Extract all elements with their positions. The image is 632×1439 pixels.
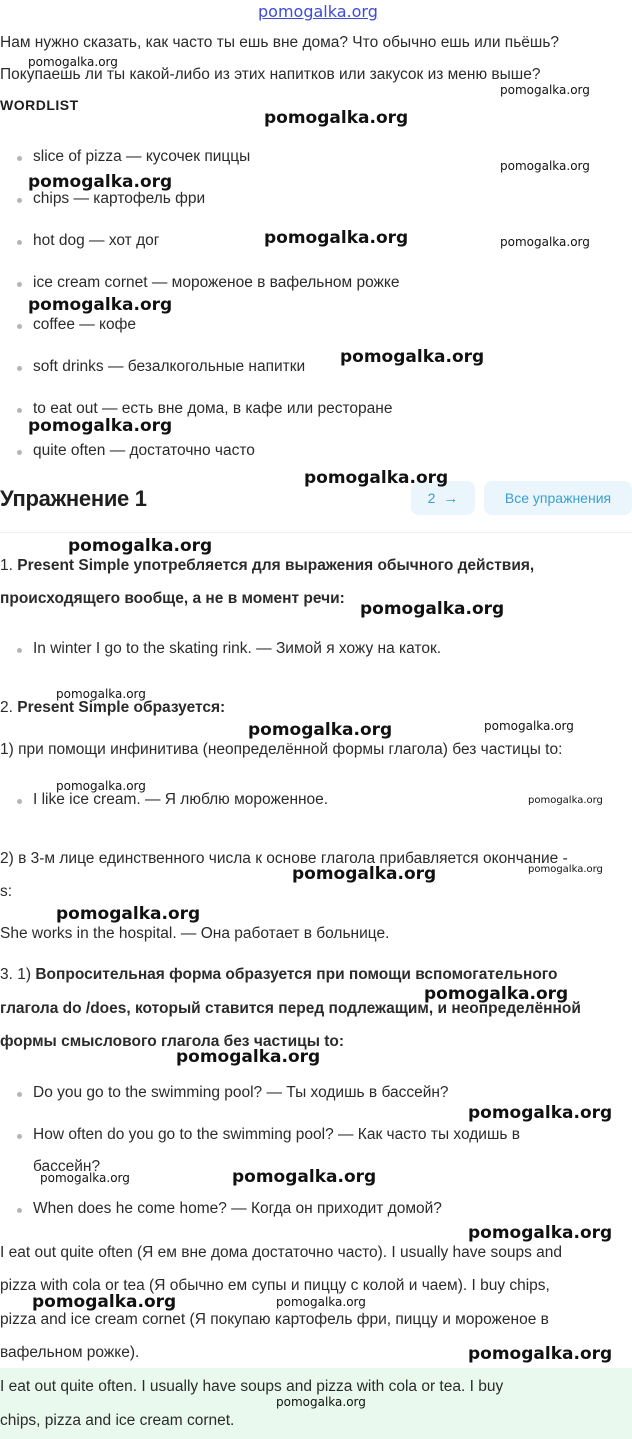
intro-line-2: Покупаешь ли ты какой-либо из этих напитков или закусок из меню выше? — [0, 66, 541, 83]
bullet-icon — [17, 156, 22, 161]
watermark: pomogalka.org — [28, 55, 118, 69]
list-item: slice of pizza — кусочек пиццы — [33, 148, 251, 165]
list-item: to eat out — есть вне дома, в кафе или ресторане — [33, 400, 393, 417]
all-exercises-label: Все упражнения — [504, 490, 612, 506]
bullet-icon — [17, 799, 22, 804]
watermark: pomogalka.org — [500, 83, 590, 97]
exercise-title: Упражнение 1 — [0, 486, 147, 511]
bullet-icon — [17, 450, 22, 455]
bullet-icon — [17, 408, 22, 413]
watermark: pomogalka.org — [176, 1047, 321, 1067]
example-2: I like ice cream. — Я люблю мороженное. — [33, 791, 329, 808]
watermark: pomogalka.org — [468, 1103, 613, 1123]
bullet-icon — [17, 324, 22, 329]
watermark: pomogalka.org — [528, 795, 603, 806]
watermark: pomogalka.org — [340, 347, 485, 367]
watermark: pomogalka.org — [468, 1344, 613, 1364]
bullet-icon — [17, 240, 22, 245]
grammar-p3-bold: Вопросительная форма образуется при помощи вспомогательного — [35, 966, 558, 983]
grammar-p1-bold: Present Simple употребляется для выражения обычного действия, — [17, 557, 535, 574]
intro-line-1: Нам нужно сказать, как часто ты ешь вне дома? Что обычно ешь или пьёшь? — [0, 34, 560, 51]
watermark: pomogalka.org — [264, 108, 409, 128]
example-1: In winter I go to the skating rink. — Зимой я хожу на каток. — [33, 640, 442, 657]
divider — [0, 532, 632, 533]
bullet-icon — [17, 198, 22, 203]
grammar-p3-number: 3. 1) — [0, 966, 36, 983]
grammar-p1-line-2: происходящего вообще, а не в момент речи: — [0, 590, 345, 607]
watermark: pomogalka.org — [276, 1395, 366, 1409]
watermark: pomogalka.org — [28, 172, 173, 192]
bullet-icon — [17, 648, 22, 653]
watermark: pomogalka.org — [248, 720, 393, 740]
example-6: When does he come home? — Когда он приходит домой? — [33, 1200, 442, 1217]
watermark: pomogalka.org — [360, 599, 505, 619]
solution-line-3: pizza and ice cream cornet (Я покупаю картофель фри, пиццу и мороженое в — [0, 1311, 549, 1328]
list-item: hot dog — хот дог — [33, 232, 160, 249]
watermark: pomogalka.org — [232, 1167, 377, 1187]
watermark: pomogalka.org — [468, 1223, 613, 1243]
grammar-p2-number: 2. — [0, 699, 18, 716]
grammar-p3-line-3: формы смыслового глагола без частицы to: — [0, 1033, 345, 1050]
watermark: pomogalka.org — [264, 228, 409, 248]
bullet-icon — [17, 1208, 22, 1213]
list-item: soft drinks — безалкогольные напитки — [33, 358, 306, 375]
watermark: pomogalka.org — [32, 1292, 177, 1312]
list-item: chips — картофель фри — [33, 190, 206, 207]
watermark-top-link[interactable]: pomogalka.org — [258, 2, 378, 21]
solution-line-1: I eat out quite often (Я ем вне дома достаточно часто). I usually have soups and — [0, 1244, 562, 1261]
watermark: pomogalka.org — [292, 864, 437, 884]
grammar-p3-line-2: глагола do /does, который ставится перед подлежащим, и неопределённой — [0, 1000, 581, 1017]
solution-line-4: вафельном рожке). — [0, 1344, 140, 1361]
watermark: pomogalka.org — [56, 687, 146, 701]
bullet-icon — [17, 282, 22, 287]
watermark: pomogalka.org — [304, 468, 449, 488]
watermark: pomogalka.org — [500, 159, 590, 173]
next-exercise-label: 2 — [427, 490, 436, 506]
grammar-p1-number: 1. — [0, 557, 18, 574]
watermark: pomogalka.org — [28, 295, 173, 315]
watermark: pomogalka.org — [424, 984, 569, 1004]
answer-line-1: I eat out quite often. I usually have soups and pizza with cola or tea. I buy — [0, 1378, 504, 1395]
list-item: quite often — достаточно часто — [33, 442, 255, 459]
list-item: coffee — кофе — [33, 316, 137, 333]
answer-line-2: chips, pizza and ice cream cornet. — [0, 1412, 235, 1429]
watermark: pomogalka.org — [500, 235, 590, 249]
watermark: pomogalka.org — [484, 719, 574, 733]
grammar-p1-line-1 — [0, 557, 534, 575]
grammar-p2-rule-1: 1) при помощи инфинитива (неопределённой формы глагола) без частицы to: — [0, 741, 563, 758]
example-5-line-2: бассейн? — [33, 1158, 101, 1175]
wordlist-title: WORDLIST — [0, 97, 79, 113]
bullet-icon — [17, 366, 22, 371]
watermark: pomogalka.org — [56, 779, 146, 793]
example-5-line-1: How often do you go to the swimming pool? — Как часто ты ходишь в — [33, 1126, 521, 1143]
example-3: She works in the hospital. — Она работает в больнице. — [0, 925, 390, 942]
solution-line-2: pizza with cola or tea (Я обычно ем супы и пиццу с колой и чаем). I buy chips, — [0, 1277, 550, 1294]
watermark: pomogalka.org — [276, 1295, 366, 1309]
watermark: pomogalka.org — [40, 1171, 130, 1185]
bullet-icon — [17, 1134, 22, 1139]
grammar-p2-rule-2-line-1: 2) в 3-м лице единственного числа к основе глагола прибавляется окончание - — [0, 850, 568, 867]
example-4: Do you go to the swimming pool? — Ты ходишь в бассейн? — [33, 1084, 449, 1101]
grammar-p2-bold: Present Simple образуется: — [17, 699, 226, 716]
grammar-p3-line-1 — [0, 966, 558, 984]
watermark: pomogalka.org — [56, 904, 201, 924]
arrow-right-icon: → — [443, 489, 459, 507]
watermark: pomogalka.org — [28, 416, 173, 436]
watermark: pomogalka.org — [68, 536, 213, 556]
watermark: pomogalka.org — [528, 864, 603, 875]
list-item: ice cream cornet — мороженое в вафельном рожке — [33, 274, 400, 291]
bullet-icon — [17, 1092, 22, 1097]
grammar-p2-rule-2-line-2: s: — [0, 883, 13, 900]
grammar-p2-line — [0, 699, 225, 717]
all-exercises-button[interactable] — [484, 481, 632, 515]
